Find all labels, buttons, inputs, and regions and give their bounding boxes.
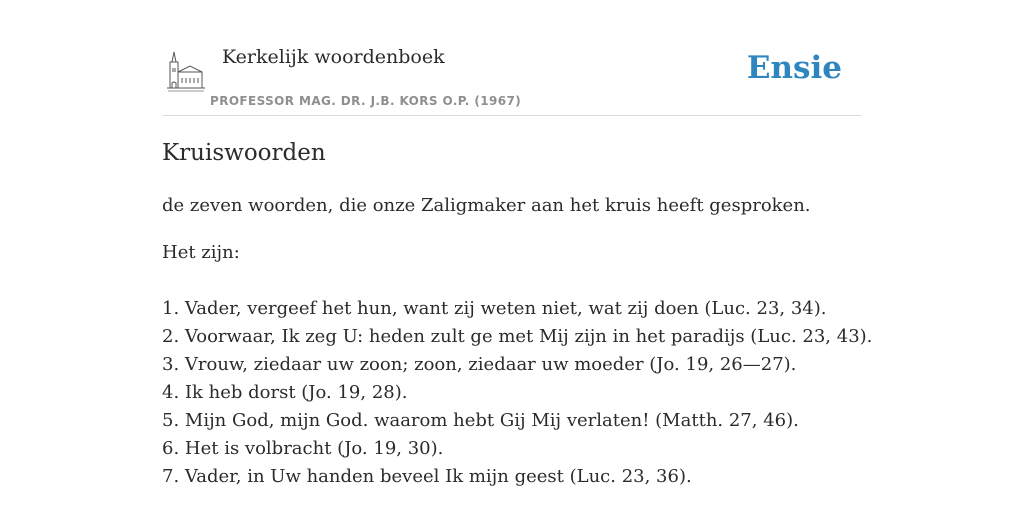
list-item: 4. Ik heb dorst (Jo. 19, 28). xyxy=(162,382,408,403)
entry-definition: de zeven woorden, die onze Zaligmaker aan het kruis heeft gesproken. xyxy=(162,195,811,216)
entry-intro: Het zijn: xyxy=(162,242,240,263)
list-item: 3. Vrouw, ziedaar uw zoon; zoon, ziedaar uw moeder (Jo. 19, 26—27). xyxy=(162,354,797,375)
seven-words-list xyxy=(162,295,872,491)
list-item: 5. Mijn God, mijn God. waarom hebt Gij Mij verlaten! (Matth. 27, 46). xyxy=(162,410,799,431)
book-author: PROFESSOR MAG. DR. J.B. KORS O.P. (1967) xyxy=(210,94,522,108)
church-icon xyxy=(166,50,206,94)
list-item: 6. Het is volbracht (Jo. 19, 30). xyxy=(162,438,444,459)
ensie-logo-link[interactable]: Ensie xyxy=(746,50,842,86)
list-item: 7. Vader, in Uw handen beveel Ik mijn geest (Luc. 23, 36). xyxy=(162,466,692,487)
list-item: 1. Vader, vergeef het hun, want zij weten niet, wat zij doen (Luc. 23, 34). xyxy=(162,298,827,319)
book-title[interactable]: Kerkelijk woordenboek xyxy=(222,46,445,68)
dictionary-header xyxy=(162,40,862,116)
list-item: 2. Voorwaar, Ik zeg U: heden zult ge met Mij zijn in het paradijs (Luc. 23, 43). xyxy=(162,326,873,347)
entry-title: Kruiswoorden xyxy=(162,140,326,166)
